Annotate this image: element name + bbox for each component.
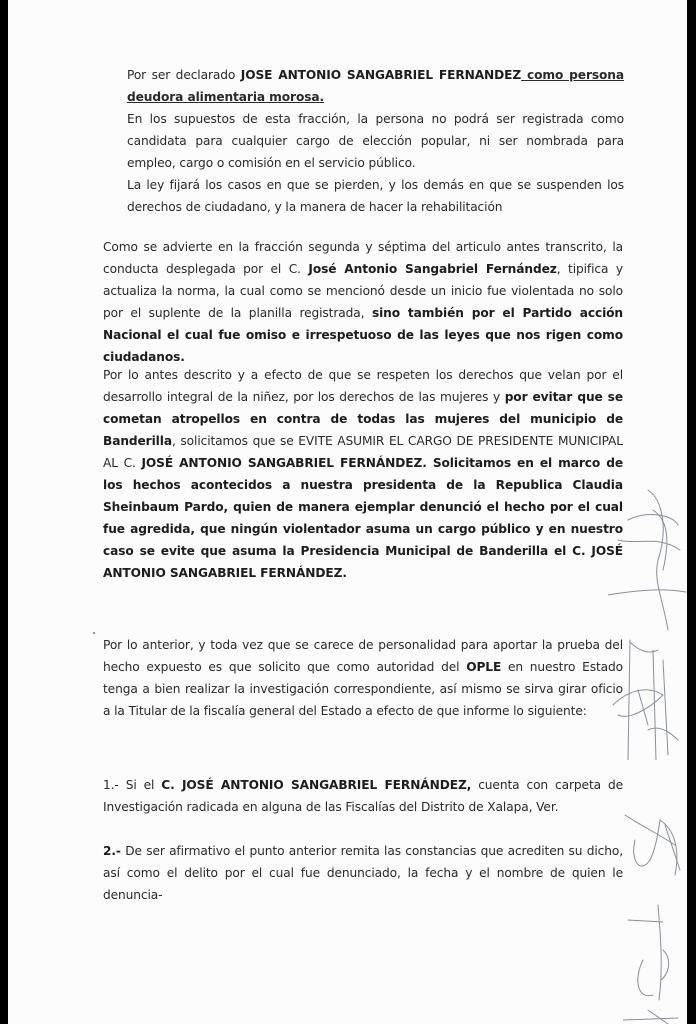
document-page xyxy=(8,0,687,1024)
quoted-line-1: Por ser declarado JOSE ANTONIO SANGABRIEL FERNANDEZ como persona deudora alimentaria morosa. xyxy=(127,68,624,104)
quoted-article-block xyxy=(127,64,624,218)
quoted-paragraph-2: En los supuestos de esta fracción, la persona no podrá ser registrada como candidata para cualquier cargo de elección popular, ni ser nombrada para empleo, cargo o comisión en el servicio público. xyxy=(127,112,624,170)
paragraph-1: Como se advierte en la fracción segunda y séptima del articulo antes transcrito, la conducta desplegada por el C. José Antonio Sangabriel Fernández, tipifica y actualiza la norma, la cual como se mencionó desde un inicio fue violentada no solo por el suplente de la planilla registrada, sino también por el Partido acción Nacional el cual fue omiso e irrespetuoso de las leyes que nos rigen como ciudadanos. xyxy=(103,240,623,364)
debtor-name: JOSE ANTONIO SANGABRIEL FERNANDEZ xyxy=(240,68,522,82)
quoted-paragraph-3: La ley fijará los casos en que se pierden, y los demás en que se suspenden los derechos de ciudadano, y la manera de hacer la rehabilitación xyxy=(127,178,624,214)
paper-speck xyxy=(93,632,95,634)
signature-3-icon xyxy=(620,790,687,890)
signature-4-icon xyxy=(623,900,687,1024)
paragraph-2: Por lo antes descrito y a efecto de que se respeten los derechos que velan por el desarrollo integral de la niñez, por los derechos de las mujeres y por evitar que se cometan atropellos en contra de todas las mujeres del municipio de Banderilla, solicitamos que se EVITE ASUMIR EL CARGO DE PRESIDENTE MUNICIPAL AL C. JOSÉ ANTONIO SANGABRIEL FERNÁNDEZ. Solicitamos en el marco de los hechos acontecidos a nuestra presidenta de la Republica Claudia Sheinbaum Pardo, quien de manera ejemplar denunció el hecho por el cual fue agredida, que ningún violentador asuma un cargo público y en nuestro caso se evite que asuma la Presidencia Municipal de Banderilla el C. JOSÉ ANTONIO SANGABRIEL FERNÁNDEZ. xyxy=(103,368,623,580)
request-item-1: 1.- Si el C. JOSÉ ANTONIO SANGABRIEL FERNÁNDEZ, cuenta con carpeta de Investigación radicada en alguna de las Fiscalías del Distrito de Xalapa, Ver. xyxy=(103,778,624,814)
underlined-phrase: como persona deudora alimentaria morosa. xyxy=(127,68,624,104)
request-item-2: 2.- De ser afirmativo el punto anterior remita las constancias que acrediten su dicho, así como el delito por el cual fue denunciado, la fecha y el nombre de quien le denuncia- xyxy=(103,844,623,902)
paragraph-3: Por lo anterior, y toda vez que se carece de personalidad para aportar la prueba del hecho expuesto es que solicito que como autoridad del OPLE en nuestro Estado tenga a bien realizar la investigación correspondiente, así mismo se sirva girar oficio a la Titular de la fiscalía general del Estado a efecto de que informe lo siguiente: xyxy=(103,638,623,718)
